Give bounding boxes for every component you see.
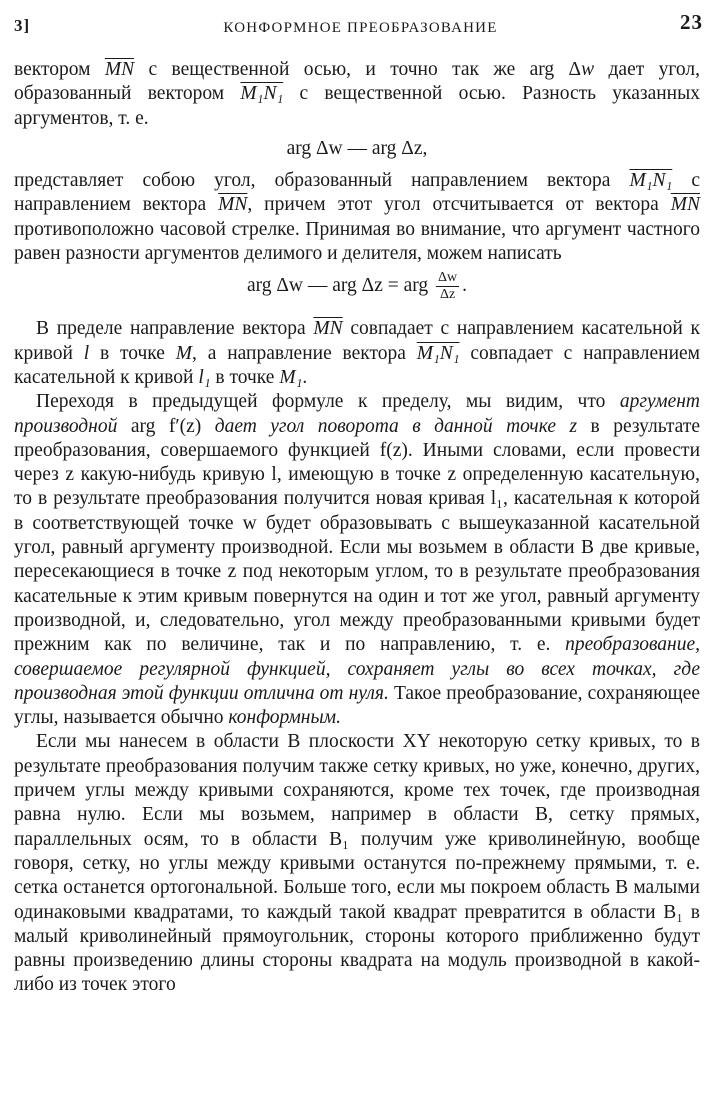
running-title: КОНФОРМНОЕ ПРЕОБРАЗОВАНИЕ: [223, 20, 498, 36]
paragraph-1: вектором $\overline{MN}$ с вещественной осью, и точно так же arg Δw дает угол, образованный вектором M₁N₁ с вещественной осью. Разность указанных аргументов, т. е.: [14, 59, 700, 129]
formula-arg-difference: arg Δw — arg Δz,: [286, 137, 428, 159]
page-header: [14, 10, 707, 40]
formula-arg-quotient: arg Δw — arg Δz = arg $\frac{\Delta w}{\Delta z}$ .: [246, 270, 468, 303]
paragraph-2: представляет собою угол, образованный направлением вектора M₁N₁ с направлением вектора $\overline{MN}$, причем этот угол отсчитывается от вектора $\overline{MN}$ противоположно часовой стрелке. Принимая во внимание, что аргумент частного равен разности аргументов делимого и делителя, можем написать: [14, 170, 700, 265]
page-body: [14, 58, 700, 998]
page-number: 23: [680, 10, 703, 34]
paragraph-5: Если мы нанесем в области B плоскости XY некоторую сетку кривых, то в результате преобразования получим также сетку кривых, но уже, конечно, других, причем углы между кривыми сохраняются, кроме тех точек, где производная равна нулю. Если мы возьмем, например в области B, сетку прямых, параллельных осям, то в области B₁ получим уже криволинейную, вообще говоря, сетку, но углы между кривыми останутся по-прежнему прямыми, т. е. сетка останется ортогональной. Больше того, если мы покроем область B малыми одинаковыми квадратами, то каждый такой квадрат превратится в области B₁ в малый криволинейный прямоугольник, стороны которого приближенно будут равны произведению длины стороны квадрата на модуль производной в какой-либо из точек этого: [14, 731, 700, 996]
paragraph-4: Переходя в предыдущей формуле к пределу, мы видим, что аргумент производной arg f′(z) дает угол поворота в данной точке z в результате преобразования, совершаемого функцией f(z). Иными словами, если провести через z какую-нибудь кривую l, имеющую в точке z определенную касательную, то в результате преобразования получится новая кривая l₁, касательная к которой в соответствующей точке w будет образовывать с вышеуказанной касательной угол, равный аргументу производной. Если мы возьмем в области B две кривые, пересекающиеся в точке z под некоторым углом, то в результате преобразования касательные к этим кривым повернутся на один и тот же угол, равный аргументу производной, и, следовательно, угол между преобразованными кривыми будет прежним как по величине, так и по направлению, т. е. преобразование, совершаемое регулярной функцией, сохраняет углы во всех точках, где производная этой функции отлична от нуля. Такое преобразование, сохраняющее углы, называется обычно конформным.: [14, 391, 701, 729]
section-number: 3]: [14, 16, 31, 35]
paragraph-3: В пределе направление вектора $\overline{MN}$ совпадает с направлением касательной к кривой l в точке M, а направление вектора M₁N₁ совпадает с направлением касательной к кривой l₁ в точке M₁.: [14, 318, 700, 388]
fraction: $\frac{\Delta w}{\Delta z}$: [438, 270, 458, 303]
